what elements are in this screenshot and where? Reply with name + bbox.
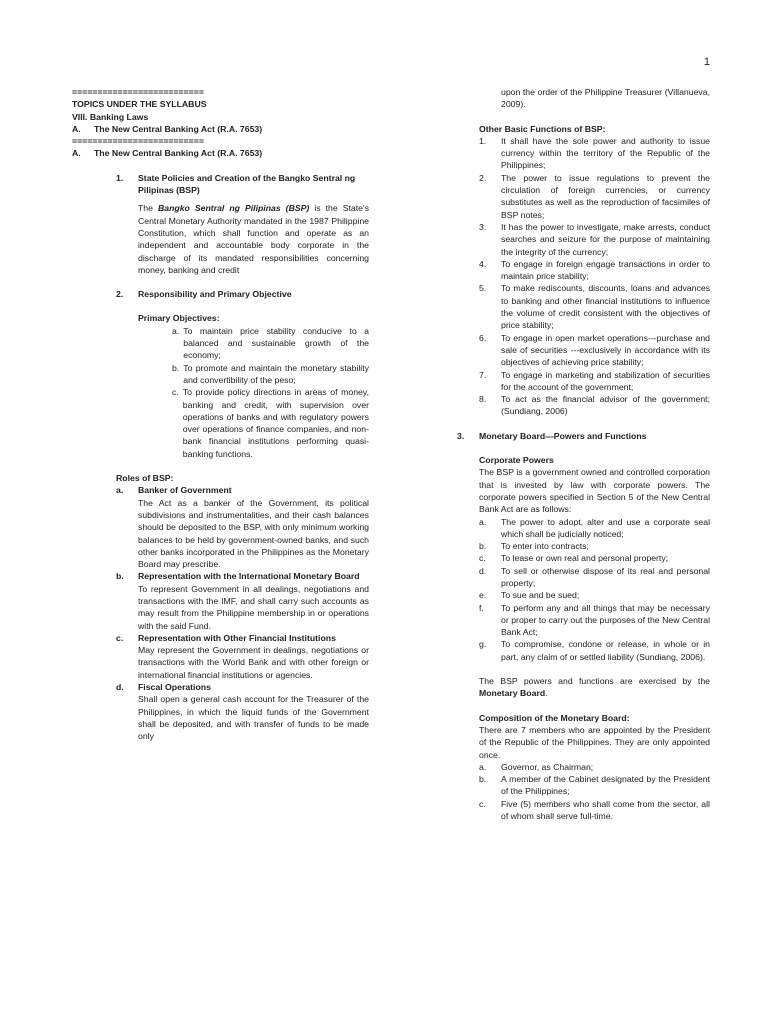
list-item-label: f. xyxy=(479,602,484,613)
other-functions-heading: Other Basic Functions of BSP: xyxy=(479,123,606,134)
section-a-label: A. xyxy=(72,148,81,159)
list-item xyxy=(479,221,710,258)
role-title: Representation with Other Financial Institutions xyxy=(138,632,336,643)
list-item xyxy=(479,172,710,221)
role-text: May represent the Government in dealings, negotiations or transactions with the World Bank and with other foreign or international financial institutions or agencies. xyxy=(138,645,369,680)
list-item-label: b. xyxy=(172,362,180,373)
list-item-text: To make rediscounts, discounts, loans and advances to banking and other financial institutions to influence the volume of credit consistent with the objectives of price stability; xyxy=(501,283,710,331)
powers-period: . xyxy=(545,688,548,699)
role-label: b. xyxy=(116,571,124,582)
list-item-label: b. xyxy=(479,774,487,785)
list-item-label: 5. xyxy=(479,283,487,294)
list-item xyxy=(479,540,710,552)
section-1-heading xyxy=(116,172,369,197)
primary-objectives-list xyxy=(172,325,369,460)
section-1-number: 1. xyxy=(116,172,124,183)
roles-of-bsp xyxy=(116,472,369,743)
list-item-text: To act as the financial advisor of the government; (Sundiang, 2006) xyxy=(501,394,710,417)
list-item-label: c. xyxy=(479,553,486,564)
list-item-label: 7. xyxy=(479,369,487,380)
topics-heading: TOPICS UNDER THE SYLLABUS xyxy=(72,99,207,110)
list-item-label: a. xyxy=(479,761,487,772)
list-item-label: b. xyxy=(479,541,487,552)
primary-objectives-heading: Primary Objectives: xyxy=(138,313,220,324)
list-item-label: 1. xyxy=(479,135,487,146)
continuation-text: upon the order of the Philippine Treasurer (Villanueva, 2009). xyxy=(501,87,710,110)
list-item-label: c. xyxy=(172,387,179,398)
list-item-text: To promote and maintain the monetary stability and convertibility of the peso; xyxy=(183,362,369,385)
list-item-label: 4. xyxy=(479,258,487,269)
list-item xyxy=(479,369,710,394)
list-item-text: To compromise, condone or release, in whole or in part, any claim of or settled liability (Sundiang, 2006). xyxy=(501,639,710,662)
section-1-text: is the State's Central Monetary Authority mandated in the 1987 Philippine Constitution, which shall function and operate as an independent and accountable body corporate in the discharge of its mandated responsibilities concerning money, banking and credit xyxy=(138,203,369,275)
list-item-text: It has the power to investigate, make arrests, conduct searches and seizure for the purpose of maintaining the integrity of the currency; xyxy=(501,221,710,257)
list-item-text: To engage in open market operations---purchase and sale of securities ---exclusively in accordance with its objectives of achieving price stability; xyxy=(501,332,710,368)
list-item-label: 6. xyxy=(479,332,487,343)
section-2-heading xyxy=(116,288,369,300)
list-item-label: e. xyxy=(479,590,487,601)
section-1-body xyxy=(138,202,369,276)
list-item-text: The power to issue regulations to prevent the circulation of foreign currencies, or currency substitutes as well as the reproduction of facsimiles of BSP notes; xyxy=(501,172,710,220)
role-label: c. xyxy=(116,632,124,643)
left-column xyxy=(72,86,369,743)
corporate-powers-heading: Corporate Powers xyxy=(479,455,554,466)
section-1 xyxy=(116,172,369,743)
corporate-powers-body: The BSP is a government owned and controlled corporation that is invested by law with corporate powers. The corporate powers specified in Section 5 of the New Central Bank Act are as follows: xyxy=(479,467,710,515)
role-text: To represent Government in all dealings, negotiations and transactions with the IMF, and shall carry such accounts as may result from the Philippine membership in or operations with the said Fund. xyxy=(138,583,369,631)
role-content xyxy=(138,484,369,570)
topic-a-heading xyxy=(72,123,369,135)
role-title: Fiscal Operations xyxy=(138,682,211,693)
right-column xyxy=(457,86,710,822)
list-item xyxy=(479,135,710,172)
list-item xyxy=(479,589,710,601)
section-2-title: Responsibility and Primary Objective xyxy=(138,289,292,300)
list-item-text: To sell or otherwise dispose of its real and personal property; xyxy=(501,565,710,588)
role-item xyxy=(116,484,369,570)
composition-body: There are 7 members who are appointed by the President of the Republic of the Philippines. They are only appointed once. xyxy=(479,724,710,760)
section-1-intro: The xyxy=(138,203,153,214)
composition-heading: Composition of the Monetary Board: xyxy=(479,712,630,723)
other-functions-list xyxy=(479,135,710,418)
list-item-label: a. xyxy=(479,516,487,527)
list-item xyxy=(479,638,710,663)
list-item xyxy=(479,602,710,639)
list-item-text: Five (5) members who shall come from the sector, all of whom shall serve full-time. xyxy=(501,798,710,822)
corporate-powers-list xyxy=(479,516,710,664)
list-item-text: To engage in foreign engage transactions in order to maintain price stability; xyxy=(501,258,710,282)
section-a-title: The New Central Banking Act (R.A. 7653) xyxy=(94,148,263,159)
list-item-label: d. xyxy=(479,565,487,576)
list-item xyxy=(479,393,710,418)
list-item-label: 2. xyxy=(479,172,487,183)
list-item-text: To maintain price stability conducive to a balanced and sustainable growth of the economy; xyxy=(183,325,369,361)
page-number: 1 xyxy=(703,56,710,68)
divider-line: ========================== xyxy=(72,136,204,147)
list-item xyxy=(479,773,710,798)
role-item xyxy=(116,632,369,681)
list-item xyxy=(479,282,710,331)
list-item-text: To engage in marketing and stabilization of securities for the account of the government; xyxy=(501,369,710,392)
section-3-heading xyxy=(457,430,710,442)
list-item xyxy=(172,325,369,362)
list-item xyxy=(479,516,710,541)
list-item xyxy=(479,332,710,369)
role-title: Representation with the International Monetary Board xyxy=(138,571,360,582)
list-item xyxy=(479,552,710,564)
law-group-heading: VIII. Banking Laws xyxy=(72,111,149,122)
list-item-label: g. xyxy=(479,639,487,650)
list-item-label: a. xyxy=(172,325,180,336)
list-item xyxy=(479,798,710,823)
list-item-label: 8. xyxy=(479,394,487,405)
monetary-board-term: Monetary Board xyxy=(479,688,546,699)
list-item-label: c. xyxy=(479,798,486,809)
list-item-text: To perform any and all things that may be necessary or proper to carry out the purposes of the New Central Bank Act; xyxy=(501,602,710,638)
roles-heading: Roles of BSP: xyxy=(116,473,174,484)
topic-a-label: A. xyxy=(72,123,81,134)
section-2-number: 2. xyxy=(116,289,124,300)
list-item-text: To lease or own real and personal property; xyxy=(501,553,669,564)
role-content xyxy=(138,570,369,631)
role-label: d. xyxy=(116,682,124,693)
role-text: The Act as a banker of the Government, its political subdivisions and instrumentalities, and their cash balances should be deposited to the BSP, with only minimum working balances to be held by government-owned banks, and such other banks incorporated in the Philippines as the Monetary Board may prescribe. xyxy=(138,497,369,570)
powers-statement xyxy=(479,675,710,700)
list-item-text: Governor, as Chairman; xyxy=(501,761,594,772)
role-label: a. xyxy=(116,485,124,496)
topic-a-title: The New Central Banking Act (R.A. 7653) xyxy=(94,123,263,134)
list-item-text: To provide policy directions in areas of money, banking and credit, with supervision over operations of banks and with regulatory powers over operations of finance companies, and non-bank financial institutions performing quasi-banking functions. xyxy=(182,387,369,459)
list-item-text: To sue and be sued; xyxy=(501,590,580,601)
list-item-label: 3. xyxy=(479,221,487,232)
section-3-title: Monetary Board---Powers and Functions xyxy=(479,430,647,441)
list-item xyxy=(172,386,369,460)
role-item xyxy=(116,681,369,742)
section-1-bsp-name: Bangko Sentral ng Pilipinas (BSP) xyxy=(158,203,310,214)
role-title: Banker of Government xyxy=(138,485,232,496)
role-content xyxy=(138,681,369,742)
section-3-number: 3. xyxy=(457,430,465,441)
composition-list xyxy=(479,761,710,822)
list-item xyxy=(479,761,710,773)
role-item xyxy=(116,570,369,631)
section-a-heading xyxy=(72,147,369,159)
role-text: Shall open a general cash account for the Treasurer of the Philippines, in which the liquid funds of the Government shall be deposited, and with transfer of funds to be made only xyxy=(138,694,369,742)
primary-objectives xyxy=(138,312,369,460)
role-content xyxy=(138,632,369,681)
powers-text: The BSP powers and functions are exercised by the xyxy=(479,676,710,687)
list-item xyxy=(479,258,710,283)
section-1-title: State Policies and Creation of the Bangko Sentral ng Pilipinas (BSP) xyxy=(138,172,356,196)
list-item-text: To enter into contracts; xyxy=(501,541,589,552)
list-item xyxy=(172,362,369,387)
list-item-text: A member of the Cabinet designated by the President of the Philippines; xyxy=(501,774,710,797)
list-item-text: It shall have the sole power and authority to issue currency within the territory of the Republic of the Philippines; xyxy=(501,135,710,171)
divider-line: ========================== xyxy=(72,87,204,97)
list-item-text: The power to adopt, alter and use a corporate seal which shall be judicially noticed; xyxy=(501,516,710,539)
list-item xyxy=(479,565,710,590)
